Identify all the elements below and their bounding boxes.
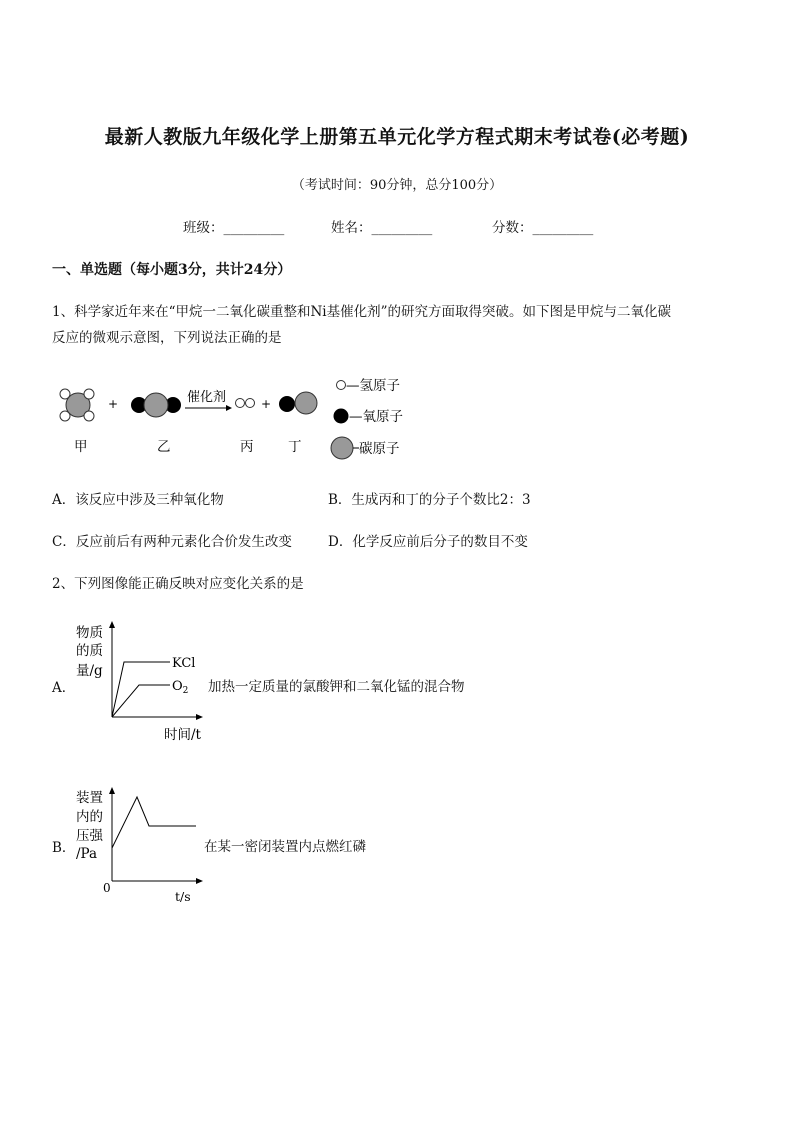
svg-text:—氧原子: —氧原子 (349, 409, 403, 425)
label-ding: 丁 (288, 439, 302, 455)
carbon-monoxide-molecule (279, 392, 317, 414)
graph-a-kcl-label: KCl (172, 656, 196, 671)
class-field[interactable]: 班级：_________ (183, 220, 285, 236)
plus-sign: + (108, 397, 119, 411)
graph-a-kcl-line (112, 662, 170, 717)
graph-b-ylabel-2: 内的 (76, 809, 103, 825)
plus-sign: + (261, 397, 272, 411)
methane-molecule (60, 389, 94, 421)
q1-option-b[interactable]: B．生成丙和丁的分子个数比2：3 (328, 492, 531, 508)
graph-a-ylabel: 物质 (76, 625, 103, 641)
q1-option-d[interactable]: D．化学反应前后分子的数目不变 (328, 534, 528, 550)
q2-option-b-text: 在某一密闭装置内点燃红磷 (204, 839, 366, 855)
q1-option-a[interactable]: A．该反应中涉及三种氧化物 (52, 492, 224, 508)
page-title: 最新人教版九年级化学上册第五单元化学方程式期末考试卷(必考题) (104, 126, 690, 148)
graph-b-xlabel: t/s (175, 889, 191, 904)
label-jia: 甲 (74, 439, 88, 455)
graph-a-ylabel-3: 量/g (76, 663, 103, 679)
graph-a-ylabel-2: 的质 (76, 643, 103, 659)
name-field[interactable]: 姓名：_________ (331, 220, 433, 236)
q2-option-b-label[interactable]: B． (52, 840, 76, 856)
graph-a-o2-line (112, 685, 170, 717)
arrow-head (226, 405, 232, 411)
section-heading: 一、单选题（每小题3分，共计24分） (52, 262, 292, 278)
graph-a-xlabel: 时间/t (164, 727, 201, 743)
graph-b-ylabel: 装置 (76, 790, 103, 806)
label-yi: 乙 (157, 439, 171, 455)
carbon-dioxide-molecule (131, 393, 181, 417)
graph-b-pressure-line (112, 797, 196, 848)
reaction-diagram (50, 370, 430, 470)
hydrogen-molecule (236, 399, 255, 408)
graph-a-o2-label: $O_2$ (172, 679, 189, 696)
legend-oxygen (334, 409, 404, 426)
question-1-stem-cont: 反应的微观示意图，下列说法正确的是 (52, 330, 282, 346)
graph-b-ylabel-4: /Pa (76, 846, 98, 862)
svg-text:—氢原子: —氢原子 (346, 378, 400, 394)
q1-option-c[interactable]: C．反应前后有两种元素化合价发生改变 (52, 534, 292, 550)
graph-b-origin: 0 (103, 881, 111, 895)
legend-carbon (331, 437, 400, 459)
exam-info: （考试时间：90分钟，总分100分） (291, 178, 503, 193)
label-bing: 丙 (240, 439, 254, 455)
svg-text:碳原子: 碳原子 (359, 441, 400, 457)
question-2-stem: 2、下列图像能正确反映对应变化关系的是 (52, 576, 304, 592)
q2-option-a-text: 加热一定质量的氯酸钾和二氧化锰的混合物 (208, 679, 465, 695)
catalyst-label: 催化剂 (187, 390, 227, 405)
legend-hydrogen (337, 378, 401, 394)
graph-b (72, 786, 222, 908)
question-1-stem: 1、科学家近年来在“甲烷一二氧化碳重整和Ni基催化剂”的研究方面取得突破。如下图是甲烷与二氧化碳 (52, 304, 672, 320)
graph-b-ylabel-3: 压强 (76, 828, 103, 844)
score-field[interactable]: 分数：_________ (492, 220, 594, 236)
q2-option-a-label[interactable]: A． (52, 680, 76, 696)
graph-a (72, 618, 222, 746)
